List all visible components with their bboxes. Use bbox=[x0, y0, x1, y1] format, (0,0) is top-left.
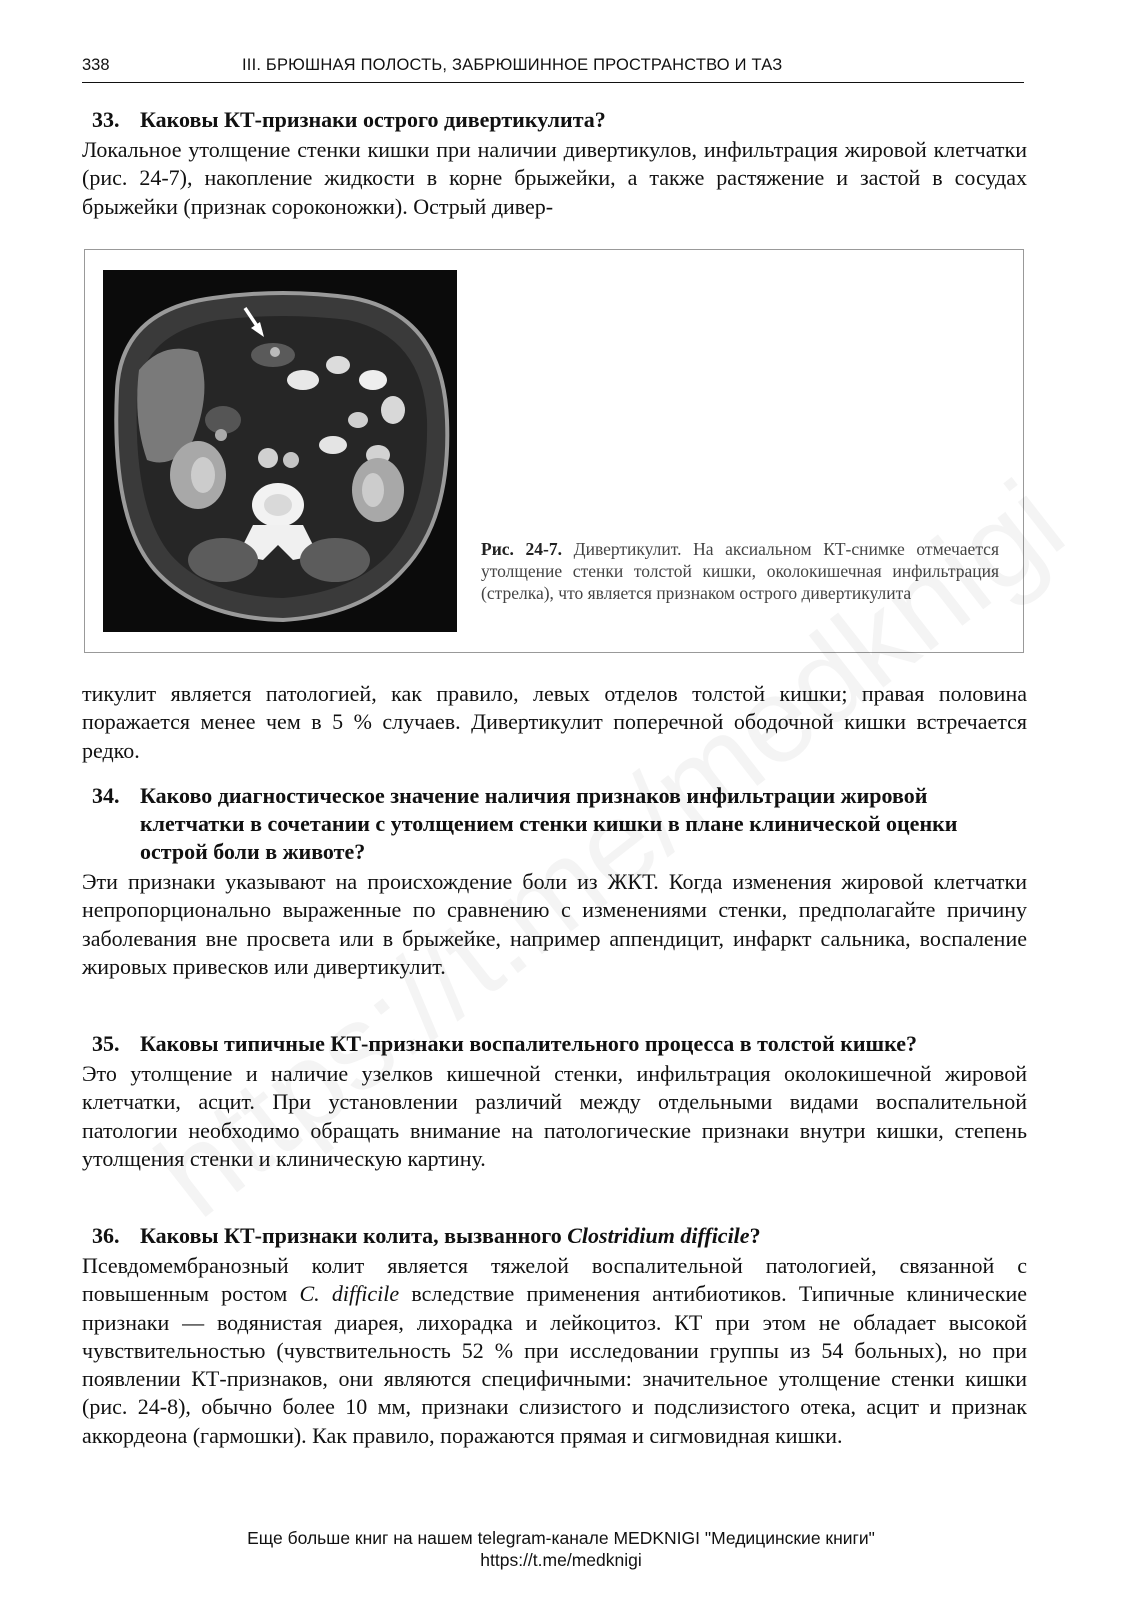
question-number: 34. bbox=[92, 783, 120, 808]
question-number: 35. bbox=[92, 1031, 120, 1056]
footer-link[interactable]: https://t.me/medknigi bbox=[480, 1550, 642, 1570]
page-number: 338 bbox=[82, 56, 110, 74]
answer-35: Это утолщение и наличие узелков кишечной стенки, инфильтрация околокишечной жировой клетчатки, асцит. При установлении различий между отдельными видами воспалительной патологии необходимо обращать внимание на патологические признаки внутри кишки, степень утолщения стенки и клиническую картину. bbox=[82, 1061, 1027, 1171]
answer-33-part2: тикулит является патологией, как правило, левых отделов толстой кишки; правая половина поражается менее чем в 5 % случаев. Дивертикулит поперечной ободочной кишки встречается редко. bbox=[82, 681, 1027, 763]
question-36 bbox=[82, 1222, 1027, 1250]
footer-line-1: Еще больше книг на нашем telegram-канале MEDKNIGI "Медицинские книги" bbox=[247, 1528, 875, 1548]
question-text: Каковы КТ-признаки колита, вызванного Clostridium difficile? bbox=[140, 1223, 761, 1248]
section-title: III. БРЮШНАЯ ПОЛОСТЬ, ЗАБРЮШИННОЕ ПРОСТРАНСТВО И ТАЗ bbox=[242, 56, 783, 74]
answer-34: Эти признаки указывают на происхождение боли из ЖКТ. Когда изменения жировой клетчатки непропорционально выраженные по сравнению с изменениями стенки, предполагайте причину заболевания вне просвета или в брыжейке, например аппендицит, инфаркт сальника, воспаление жировых привесков или дивертикулит. bbox=[82, 869, 1027, 979]
figure-24-7 bbox=[84, 249, 1024, 653]
question-number: 36. bbox=[92, 1223, 120, 1248]
organism-name: Clostridium difficile bbox=[567, 1223, 750, 1248]
ct-scan-drawing bbox=[103, 270, 457, 632]
question-35 bbox=[82, 1030, 1027, 1058]
question-33 bbox=[82, 106, 1027, 134]
running-header bbox=[82, 52, 1024, 83]
figure-label: Рис. 24-7. bbox=[481, 539, 562, 559]
question-text: Каково диагностическое значение наличия признаков инфильтрации жировой клетчатки в сочетании с утолщением стенки кишки в плане клинической оценки острой боли в животе? bbox=[140, 783, 958, 864]
question-number: 33. bbox=[92, 107, 120, 132]
question-text: Каковы КТ-признаки острого дивертикулита? bbox=[140, 107, 606, 132]
ct-scan-image bbox=[103, 270, 457, 632]
question-34 bbox=[82, 782, 1027, 866]
answer-36: Псевдомембранозный колит является тяжелой воспалительной патологией, связанной с повышенным ростом C. difficile вследствие применения антибиотиков. Типичные клинические признаки — водянистая диарея, лихорадка и лейкоцитоз. КТ при этом не обладает высокой чувствительностью (чувствительность 52 % при исследовании группы из 54 больных), но при появлении КТ-признаков, они являются специфичными: значительное утолщение стенки кишки (рис. 24-8), обычно более 10 мм, признаки слизистого и подслизистого отека, асцит и признак аккордеона (гармошки). Как правило, поражаются прямая и сигмовидная кишки. bbox=[82, 1253, 1027, 1448]
question-text: Каковы типичные КТ-признаки воспалительного процесса в толстой кишке? bbox=[140, 1031, 918, 1056]
organism-abbrev: C. difficile bbox=[299, 1281, 400, 1307]
figure-caption bbox=[481, 538, 999, 604]
figure-caption-text: Дивертикулит. На аксиальном КТ-снимке отмечается утолщение стенки толстой кишки, околокишечная инфильтрация (стрелка), что является признаком острого дивертикулита bbox=[481, 539, 999, 603]
answer-33-part1: Локальное утолщение стенки кишки при наличии дивертикулов, инфильтрация жировой клетчатки (рис. 24-7), накопление жидкости в корне брыжейки, а также растяжение и застой в сосудах брыжейки (признак сороконожки). Острый дивер- bbox=[82, 137, 1027, 219]
